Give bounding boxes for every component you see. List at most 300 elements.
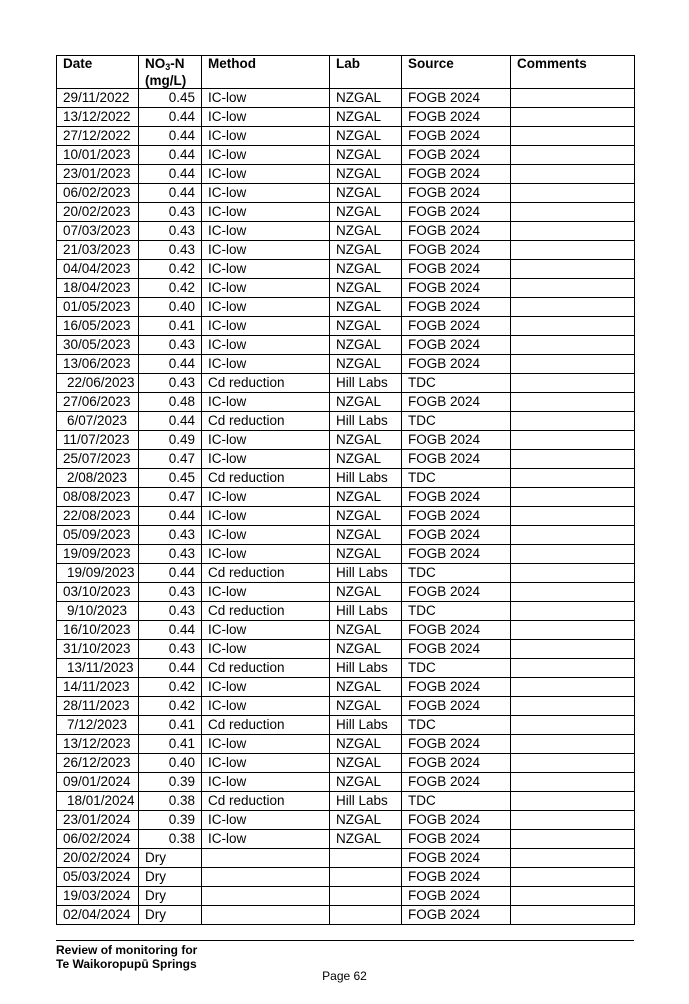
cell-source: FOGB 2024 xyxy=(402,868,511,887)
cell-source: FOGB 2024 xyxy=(402,811,511,830)
cell-comments xyxy=(511,773,635,792)
table-row xyxy=(57,640,635,659)
cell-no3n-value: 0.41 xyxy=(139,735,202,754)
table-row xyxy=(57,260,635,279)
cell-no3n-value: 0.42 xyxy=(139,260,202,279)
table-row xyxy=(57,89,635,108)
cell-lab: NZGAL xyxy=(330,545,402,564)
footer-title-line-2: Te Waikoropupū Springs xyxy=(56,957,197,971)
cell-lab: NZGAL xyxy=(330,279,402,298)
cell-source: FOGB 2024 xyxy=(402,906,511,925)
footer-title-line-1: Review of monitoring for xyxy=(56,943,198,957)
cell-date: 20/02/2024 xyxy=(57,849,139,868)
header-no3n-unit: (mg/L) xyxy=(145,73,187,88)
cell-no3n-value: Dry xyxy=(139,849,202,868)
cell-method: IC-low xyxy=(202,146,330,165)
table-row xyxy=(57,811,635,830)
cell-comments xyxy=(511,127,635,146)
cell-method: IC-low xyxy=(202,336,330,355)
cell-method: Cd reduction xyxy=(202,412,330,431)
cell-comments xyxy=(511,545,635,564)
cell-no3n-value: 0.42 xyxy=(139,697,202,716)
cell-lab: NZGAL xyxy=(330,127,402,146)
cell-no3n-value: 0.45 xyxy=(139,469,202,488)
footer-divider xyxy=(56,940,634,941)
cell-source: FOGB 2024 xyxy=(402,450,511,469)
table-row xyxy=(57,469,635,488)
cell-lab: NZGAL xyxy=(330,146,402,165)
cell-source: FOGB 2024 xyxy=(402,754,511,773)
nitrate-data-table xyxy=(56,55,635,925)
cell-no3n-value: 0.43 xyxy=(139,526,202,545)
table-row xyxy=(57,412,635,431)
cell-no3n-value: 0.47 xyxy=(139,450,202,469)
cell-method: IC-low xyxy=(202,241,330,260)
header-source: Source xyxy=(402,56,511,89)
header-no3n-main: NO xyxy=(145,56,166,71)
cell-source: FOGB 2024 xyxy=(402,241,511,260)
cell-date: 31/10/2023 xyxy=(57,640,139,659)
cell-method: IC-low xyxy=(202,317,330,336)
header-method: Method xyxy=(202,56,330,89)
cell-no3n-value: 0.38 xyxy=(139,830,202,849)
table-row xyxy=(57,868,635,887)
table-row xyxy=(57,583,635,602)
cell-lab: NZGAL xyxy=(330,678,402,697)
table-row xyxy=(57,849,635,868)
cell-date: 05/03/2024 xyxy=(57,868,139,887)
cell-method: IC-low xyxy=(202,89,330,108)
cell-comments xyxy=(511,887,635,906)
cell-date: 11/07/2023 xyxy=(57,431,139,450)
cell-date: 29/11/2022 xyxy=(57,89,139,108)
cell-date: 05/09/2023 xyxy=(57,526,139,545)
cell-source: FOGB 2024 xyxy=(402,279,511,298)
cell-no3n-value: 0.40 xyxy=(139,754,202,773)
cell-method: IC-low xyxy=(202,640,330,659)
header-date: Date xyxy=(57,56,139,89)
cell-source: TDC xyxy=(402,469,511,488)
page-number: Page 62 xyxy=(322,969,367,983)
cell-no3n-value: 0.39 xyxy=(139,773,202,792)
cell-source: FOGB 2024 xyxy=(402,773,511,792)
cell-date: 13/11/2023 xyxy=(57,659,139,678)
cell-lab: NZGAL xyxy=(330,488,402,507)
cell-comments xyxy=(511,203,635,222)
cell-comments xyxy=(511,697,635,716)
cell-source: FOGB 2024 xyxy=(402,336,511,355)
table-row xyxy=(57,602,635,621)
cell-no3n-value: 0.42 xyxy=(139,678,202,697)
cell-date: 19/03/2024 xyxy=(57,887,139,906)
header-no3n xyxy=(139,56,202,89)
table-row xyxy=(57,792,635,811)
cell-comments xyxy=(511,621,635,640)
cell-comments xyxy=(511,89,635,108)
cell-source: FOGB 2024 xyxy=(402,735,511,754)
cell-lab: NZGAL xyxy=(330,108,402,127)
cell-source: FOGB 2024 xyxy=(402,393,511,412)
cell-comments xyxy=(511,602,635,621)
table-row xyxy=(57,716,635,735)
cell-comments xyxy=(511,526,635,545)
cell-date: 07/03/2023 xyxy=(57,222,139,241)
cell-date: 13/12/2022 xyxy=(57,108,139,127)
table-row xyxy=(57,146,635,165)
cell-no3n-value: Dry xyxy=(139,868,202,887)
cell-comments xyxy=(511,735,635,754)
table-row xyxy=(57,355,635,374)
cell-date: 01/05/2023 xyxy=(57,298,139,317)
table-row xyxy=(57,526,635,545)
cell-method: IC-low xyxy=(202,222,330,241)
cell-date: 6/07/2023 xyxy=(57,412,139,431)
cell-method: IC-low xyxy=(202,279,330,298)
cell-comments xyxy=(511,868,635,887)
cell-comments xyxy=(511,583,635,602)
cell-method: Cd reduction xyxy=(202,716,330,735)
table-row xyxy=(57,830,635,849)
cell-date: 06/02/2023 xyxy=(57,184,139,203)
cell-lab: NZGAL xyxy=(330,621,402,640)
cell-comments xyxy=(511,659,635,678)
cell-method xyxy=(202,849,330,868)
cell-method: IC-low xyxy=(202,830,330,849)
cell-source: FOGB 2024 xyxy=(402,431,511,450)
cell-lab: Hill Labs xyxy=(330,412,402,431)
cell-source: TDC xyxy=(402,792,511,811)
cell-method: Cd reduction xyxy=(202,792,330,811)
cell-method: Cd reduction xyxy=(202,564,330,583)
cell-source: FOGB 2024 xyxy=(402,260,511,279)
table-row xyxy=(57,754,635,773)
cell-date: 26/12/2023 xyxy=(57,754,139,773)
cell-method: IC-low xyxy=(202,450,330,469)
footer-document-title xyxy=(56,943,197,971)
cell-no3n-value: 0.40 xyxy=(139,298,202,317)
cell-comments xyxy=(511,108,635,127)
cell-method: IC-low xyxy=(202,260,330,279)
cell-method: IC-low xyxy=(202,621,330,640)
table-row xyxy=(57,488,635,507)
header-no3n-tail: -N xyxy=(170,56,185,71)
cell-method: IC-low xyxy=(202,431,330,450)
cell-comments xyxy=(511,849,635,868)
cell-lab: NZGAL xyxy=(330,393,402,412)
cell-method: IC-low xyxy=(202,773,330,792)
cell-lab: NZGAL xyxy=(330,431,402,450)
cell-no3n-value: Dry xyxy=(139,887,202,906)
table-row xyxy=(57,184,635,203)
cell-date: 10/01/2023 xyxy=(57,146,139,165)
cell-comments xyxy=(511,450,635,469)
cell-date: 02/04/2024 xyxy=(57,906,139,925)
table-row xyxy=(57,298,635,317)
cell-comments xyxy=(511,279,635,298)
cell-lab: NZGAL xyxy=(330,450,402,469)
cell-date: 9/10/2023 xyxy=(57,602,139,621)
cell-no3n-value: 0.43 xyxy=(139,602,202,621)
table-row xyxy=(57,108,635,127)
cell-method: IC-low xyxy=(202,811,330,830)
cell-lab: NZGAL xyxy=(330,203,402,222)
cell-date: 23/01/2024 xyxy=(57,811,139,830)
cell-comments xyxy=(511,298,635,317)
cell-date: 08/08/2023 xyxy=(57,488,139,507)
cell-no3n-value: 0.45 xyxy=(139,89,202,108)
cell-lab xyxy=(330,887,402,906)
cell-comments xyxy=(511,678,635,697)
cell-lab xyxy=(330,868,402,887)
cell-lab: NZGAL xyxy=(330,336,402,355)
cell-date: 22/06/2023 xyxy=(57,374,139,393)
cell-lab: NZGAL xyxy=(330,298,402,317)
cell-date: 18/04/2023 xyxy=(57,279,139,298)
cell-no3n-value: Dry xyxy=(139,906,202,925)
cell-source: FOGB 2024 xyxy=(402,887,511,906)
table-row xyxy=(57,697,635,716)
cell-comments xyxy=(511,488,635,507)
cell-source: TDC xyxy=(402,716,511,735)
cell-method: Cd reduction xyxy=(202,374,330,393)
cell-lab: NZGAL xyxy=(330,89,402,108)
cell-comments xyxy=(511,146,635,165)
table-body xyxy=(57,89,635,925)
cell-method: IC-low xyxy=(202,697,330,716)
cell-lab: NZGAL xyxy=(330,811,402,830)
cell-source: FOGB 2024 xyxy=(402,317,511,336)
cell-method: IC-low xyxy=(202,488,330,507)
cell-date: 30/05/2023 xyxy=(57,336,139,355)
cell-comments xyxy=(511,241,635,260)
cell-date: 23/01/2023 xyxy=(57,165,139,184)
cell-source: TDC xyxy=(402,374,511,393)
cell-no3n-value: 0.44 xyxy=(139,127,202,146)
cell-lab: NZGAL xyxy=(330,830,402,849)
cell-comments xyxy=(511,393,635,412)
cell-source: FOGB 2024 xyxy=(402,127,511,146)
cell-no3n-value: 0.44 xyxy=(139,507,202,526)
table-row xyxy=(57,564,635,583)
cell-lab: Hill Labs xyxy=(330,792,402,811)
cell-comments xyxy=(511,431,635,450)
cell-no3n-value: 0.44 xyxy=(139,146,202,165)
cell-date: 27/06/2023 xyxy=(57,393,139,412)
table-header-row xyxy=(57,56,635,89)
cell-method xyxy=(202,906,330,925)
cell-date: 13/12/2023 xyxy=(57,735,139,754)
cell-source: FOGB 2024 xyxy=(402,830,511,849)
table-row xyxy=(57,450,635,469)
cell-no3n-value: 0.49 xyxy=(139,431,202,450)
cell-lab: NZGAL xyxy=(330,754,402,773)
cell-comments xyxy=(511,640,635,659)
cell-lab: NZGAL xyxy=(330,184,402,203)
cell-no3n-value: 0.43 xyxy=(139,203,202,222)
cell-method: IC-low xyxy=(202,545,330,564)
cell-source: FOGB 2024 xyxy=(402,184,511,203)
cell-method xyxy=(202,887,330,906)
cell-source: FOGB 2024 xyxy=(402,697,511,716)
cell-lab: Hill Labs xyxy=(330,564,402,583)
cell-no3n-value: 0.38 xyxy=(139,792,202,811)
cell-source: FOGB 2024 xyxy=(402,488,511,507)
cell-source: FOGB 2024 xyxy=(402,89,511,108)
cell-comments xyxy=(511,260,635,279)
cell-comments xyxy=(511,564,635,583)
cell-date: 13/06/2023 xyxy=(57,355,139,374)
cell-date: 09/01/2024 xyxy=(57,773,139,792)
cell-date: 25/07/2023 xyxy=(57,450,139,469)
table-row xyxy=(57,279,635,298)
cell-method: IC-low xyxy=(202,127,330,146)
cell-date: 16/10/2023 xyxy=(57,621,139,640)
table-row xyxy=(57,659,635,678)
cell-date: 22/08/2023 xyxy=(57,507,139,526)
cell-date: 2/08/2023 xyxy=(57,469,139,488)
cell-no3n-value: 0.43 xyxy=(139,336,202,355)
cell-method: IC-low xyxy=(202,298,330,317)
cell-comments xyxy=(511,754,635,773)
table-row xyxy=(57,165,635,184)
cell-lab: NZGAL xyxy=(330,583,402,602)
cell-method xyxy=(202,868,330,887)
cell-no3n-value: 0.43 xyxy=(139,374,202,393)
cell-lab: NZGAL xyxy=(330,773,402,792)
table-row xyxy=(57,507,635,526)
cell-date: 03/10/2023 xyxy=(57,583,139,602)
cell-date: 28/11/2023 xyxy=(57,697,139,716)
cell-source: TDC xyxy=(402,564,511,583)
cell-date: 21/03/2023 xyxy=(57,241,139,260)
cell-lab: NZGAL xyxy=(330,697,402,716)
cell-no3n-value: 0.47 xyxy=(139,488,202,507)
cell-method: IC-low xyxy=(202,165,330,184)
cell-method: Cd reduction xyxy=(202,469,330,488)
header-comments: Comments xyxy=(511,56,635,89)
cell-no3n-value: 0.44 xyxy=(139,108,202,127)
cell-lab: Hill Labs xyxy=(330,374,402,393)
cell-lab xyxy=(330,849,402,868)
table-row xyxy=(57,203,635,222)
cell-comments xyxy=(511,412,635,431)
cell-method: IC-low xyxy=(202,678,330,697)
cell-no3n-value: 0.44 xyxy=(139,659,202,678)
cell-comments xyxy=(511,906,635,925)
table-row xyxy=(57,678,635,697)
cell-lab xyxy=(330,906,402,925)
cell-source: FOGB 2024 xyxy=(402,355,511,374)
cell-source: FOGB 2024 xyxy=(402,621,511,640)
cell-source: TDC xyxy=(402,659,511,678)
cell-source: FOGB 2024 xyxy=(402,222,511,241)
table-row xyxy=(57,431,635,450)
cell-no3n-value: 0.44 xyxy=(139,412,202,431)
cell-source: FOGB 2024 xyxy=(402,678,511,697)
cell-comments xyxy=(511,336,635,355)
cell-no3n-value: 0.44 xyxy=(139,355,202,374)
cell-no3n-value: 0.42 xyxy=(139,279,202,298)
cell-comments xyxy=(511,792,635,811)
cell-method: IC-low xyxy=(202,184,330,203)
cell-source: FOGB 2024 xyxy=(402,165,511,184)
cell-source: FOGB 2024 xyxy=(402,146,511,165)
cell-no3n-value: 0.43 xyxy=(139,545,202,564)
cell-comments xyxy=(511,222,635,241)
cell-lab: Hill Labs xyxy=(330,659,402,678)
cell-comments xyxy=(511,716,635,735)
table-row xyxy=(57,222,635,241)
cell-no3n-value: 0.43 xyxy=(139,241,202,260)
cell-source: FOGB 2024 xyxy=(402,203,511,222)
cell-method: IC-low xyxy=(202,108,330,127)
table-row xyxy=(57,241,635,260)
table-row xyxy=(57,545,635,564)
cell-comments xyxy=(511,374,635,393)
cell-lab: NZGAL xyxy=(330,640,402,659)
table-row xyxy=(57,336,635,355)
cell-lab: NZGAL xyxy=(330,507,402,526)
table-row xyxy=(57,906,635,925)
cell-date: 06/02/2024 xyxy=(57,830,139,849)
cell-lab: NZGAL xyxy=(330,165,402,184)
cell-no3n-value: 0.41 xyxy=(139,716,202,735)
cell-source: FOGB 2024 xyxy=(402,583,511,602)
cell-lab: NZGAL xyxy=(330,260,402,279)
cell-date: 18/01/2024 xyxy=(57,792,139,811)
cell-comments xyxy=(511,469,635,488)
cell-source: FOGB 2024 xyxy=(402,108,511,127)
cell-source: TDC xyxy=(402,602,511,621)
cell-source: FOGB 2024 xyxy=(402,545,511,564)
cell-comments xyxy=(511,317,635,336)
cell-date: 27/12/2022 xyxy=(57,127,139,146)
cell-comments xyxy=(511,184,635,203)
cell-no3n-value: 0.43 xyxy=(139,640,202,659)
cell-no3n-value: 0.43 xyxy=(139,583,202,602)
cell-comments xyxy=(511,830,635,849)
header-no3n-subscript: 3 xyxy=(165,62,171,72)
cell-lab: NZGAL xyxy=(330,317,402,336)
table-row xyxy=(57,374,635,393)
cell-method: IC-low xyxy=(202,507,330,526)
cell-no3n-value: 0.44 xyxy=(139,165,202,184)
cell-date: 19/09/2023 xyxy=(57,545,139,564)
cell-date: 20/02/2023 xyxy=(57,203,139,222)
cell-method: IC-low xyxy=(202,203,330,222)
cell-method: Cd reduction xyxy=(202,659,330,678)
cell-date: 14/11/2023 xyxy=(57,678,139,697)
cell-lab: NZGAL xyxy=(330,526,402,545)
cell-method: IC-low xyxy=(202,735,330,754)
cell-no3n-value: 0.44 xyxy=(139,184,202,203)
cell-lab: NZGAL xyxy=(330,241,402,260)
cell-lab: NZGAL xyxy=(330,735,402,754)
table-row xyxy=(57,773,635,792)
cell-no3n-value: 0.44 xyxy=(139,564,202,583)
cell-method: Cd reduction xyxy=(202,602,330,621)
cell-date: 04/04/2023 xyxy=(57,260,139,279)
cell-source: FOGB 2024 xyxy=(402,298,511,317)
cell-source: FOGB 2024 xyxy=(402,849,511,868)
cell-method: IC-low xyxy=(202,393,330,412)
header-lab: Lab xyxy=(330,56,402,89)
table-row xyxy=(57,127,635,146)
cell-date: 19/09/2023 xyxy=(57,564,139,583)
cell-no3n-value: 0.39 xyxy=(139,811,202,830)
cell-method: IC-low xyxy=(202,754,330,773)
table-row xyxy=(57,887,635,906)
